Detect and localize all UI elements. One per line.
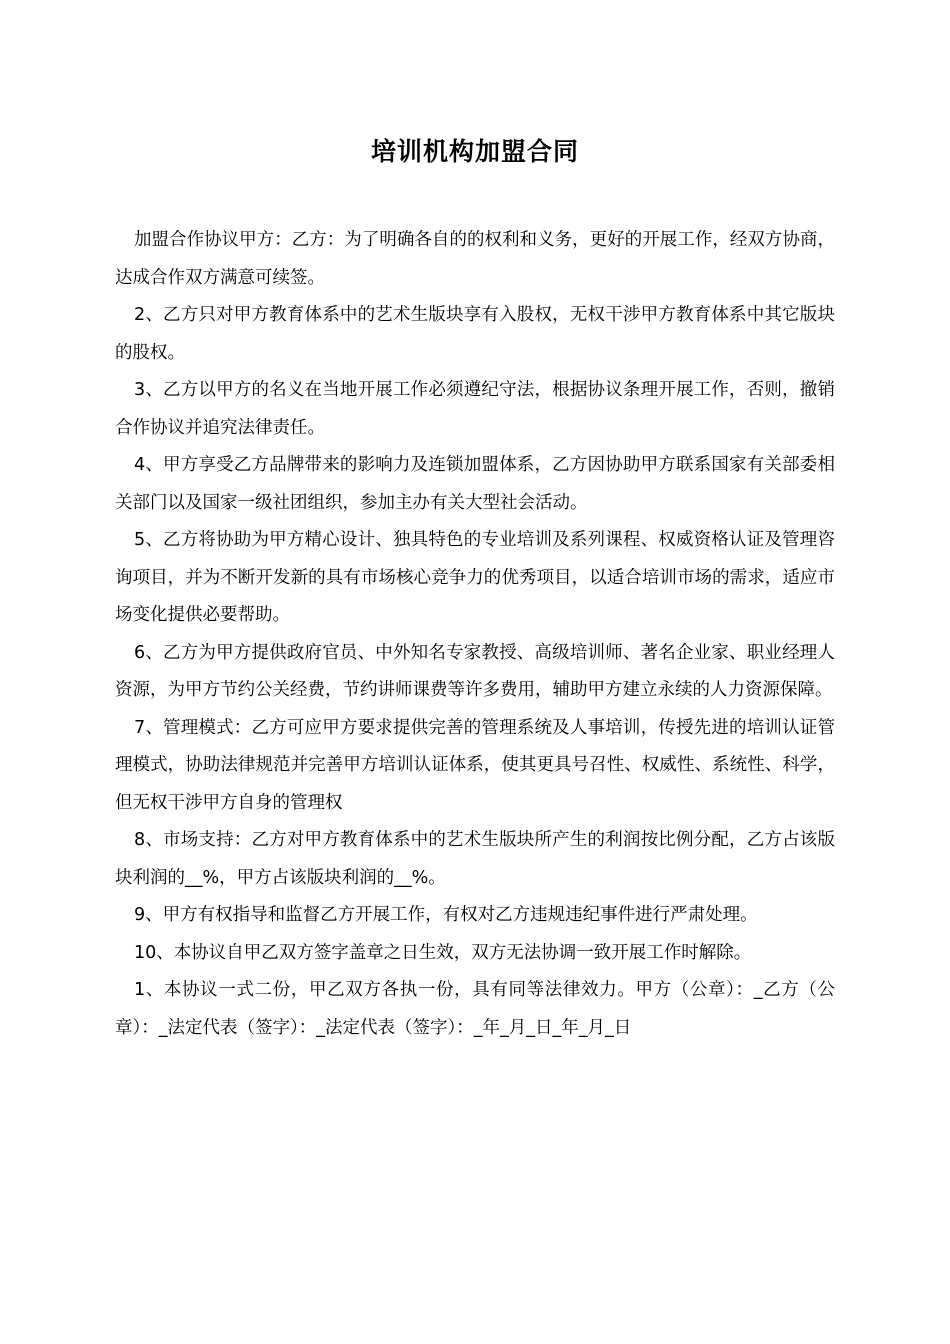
paragraph-signature: 1、本协议一式二份，甲乙双方各执一份，具有同等法律效力。甲方（公章）：_乙方（公章）：_法定代表（签字）：_法定代表（签字）：_年_月_日_年_月_日 (115, 980, 835, 1038)
document-body (115, 222, 835, 1047)
document-title: 培训机构加盟合同 (370, 137, 579, 166)
paragraph-clause-6: 6、乙方为甲方提供政府官员、中外知名专家教授、高级培训师、著名企业家、职业经理人资源，为甲方节约公关经费，节约讲师课费等许多费用，辅助甲方建立永续的人力资源保障。 (115, 642, 835, 700)
paragraph-clause-7: 7、管理模式：乙方可应甲方要求提供完善的管理系统及人事培训，传授先进的培训认证管理模式，协助法律规范并完善甲方培训认证体系，使其更具号召性、权威性、系统性、科学，但无权干涉甲方自身的管理权 (115, 717, 835, 813)
paragraph-clause-2: 2、乙方只对甲方教育体系中的艺术生版块享有入股权，无权干涉甲方教育体系中其它版块的股权。 (115, 305, 835, 363)
paragraph-clause-4: 4、甲方享受乙方品牌带来的影响力及连锁加盟体系，乙方因协助甲方联系国家有关部委相关部门以及国家一级社团组织，参加主办有关大型社会活动。 (115, 455, 835, 513)
paragraph-clause-5: 5、乙方将协助为甲方精心设计、独具特色的专业培训及系列课程、权威资格认证及管理咨询项目，并为不断开发新的具有市场核心竞争力的优秀项目，以适合培训市场的需求，适应市场变化提供必要帮助。 (115, 530, 835, 625)
paragraph-clause-10: 10、本协议自甲乙双方签字盖章之日生效，双方无法协调一致开展工作时解除。 (134, 942, 752, 963)
paragraph-clause-9: 9、甲方有权指导和监督乙方开展工作，有权对乙方违规违纪事件进行严肃处理。 (134, 905, 758, 925)
paragraph-intro: 加盟合作协议甲方：乙方：为了明确各自的的权利和义务，更好的开展工作，经双方协商，达成合作双方满意可续签。 (115, 230, 835, 288)
paragraph-clause-8: 8、市场支持：乙方对甲方教育体系中的艺术生版块所产生的利润按比例分配，乙方占该版块利润的__%，甲方占该版块利润的__%。 (115, 830, 835, 888)
paragraph-clause-3: 3、乙方以甲方的名义在当地开展工作必须遵纪守法，根据协议条理开展工作，否则，撤销合作协议并追究法律责任。 (115, 380, 835, 438)
